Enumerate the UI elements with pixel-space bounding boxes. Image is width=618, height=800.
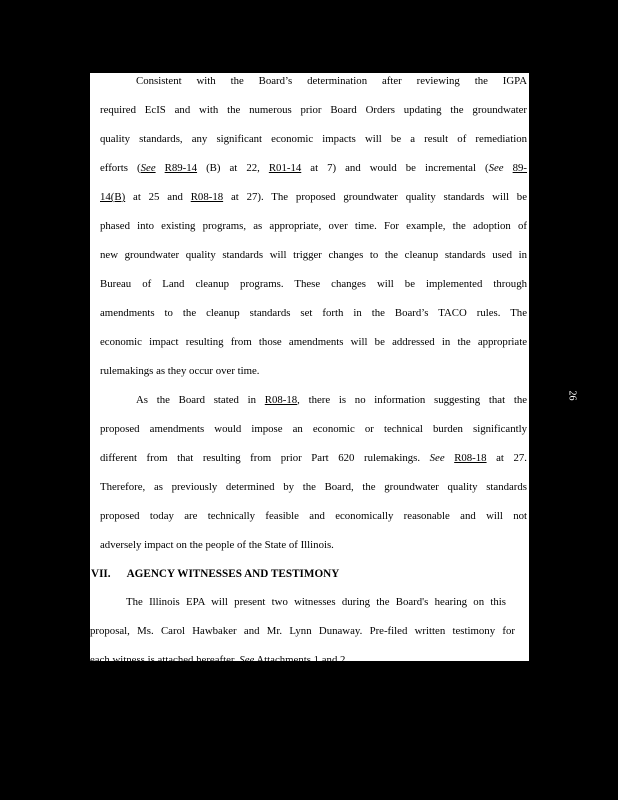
citation-link[interactable]: R89-14 [164, 162, 198, 174]
paragraph-line: each witness is attached hereafter. See Attachments 1 and 2. [90, 654, 349, 666]
paragraph-line: The Illinois EPA will present two witnesses during the Board's hearing on this [126, 596, 506, 608]
paragraph-line: adversely impact on the people of the State of Illinois. [100, 539, 334, 551]
paragraph-line: different from that resulting from prior Part 620 rulemakings. See R08-18 at 27. [100, 452, 527, 464]
paragraph-line: economic impact resulting from those amendments will be addressed in the appropriate [100, 336, 527, 348]
citation-link[interactable]: 89- [512, 162, 528, 174]
paragraph-line: Consistent with the Board’s determination after reviewing the IGPA [136, 75, 527, 87]
paragraph-line: proposed today are technically feasible and economically reasonable and will not [100, 510, 527, 522]
citation-link[interactable]: 14(B) [100, 191, 126, 203]
page-number: 26 [566, 390, 578, 401]
paragraph-line: amendments to the cleanup standards set forth in the Board’s TACO rules. The [100, 307, 527, 319]
paragraph-line: proposal, Ms. Carol Hawbaker and Mr. Lynn Dunaway. Pre-filed written testimony for [90, 625, 515, 637]
paragraph-line: Therefore, as previously determined by the Board, the groundwater quality standards [100, 481, 527, 493]
paragraph-line: phased into existing programs, as appropriate, over time. For example, the adoption of [100, 220, 527, 232]
citation-link[interactable]: R08-18 [190, 191, 224, 203]
section-heading: VII. AGENCY WITNESSES AND TESTIMONY [91, 568, 340, 580]
paragraph-line: 14(B) at 25 and R08-18 at 27). The proposed groundwater quality standards will be [100, 191, 527, 203]
paragraph-line: efforts (See R89-14 (B) at 22, R01-14 at 7) and would be incremental (See 89- [100, 162, 528, 174]
paragraph-line: Bureau of Land cleanup programs. These changes will be implemented through [100, 278, 527, 290]
paragraph-line: As the Board stated in R08-18, there is no information suggesting that the [136, 394, 528, 406]
see-citation: See [140, 162, 156, 174]
document-page [90, 73, 529, 666]
citation-link[interactable]: R08-18 [454, 452, 487, 464]
paragraph-line: new groundwater quality standards will trigger changes to the cleanup standards used in [100, 249, 527, 261]
citation-link[interactable]: R01-14 [268, 162, 302, 174]
paragraph-line: proposed amendments would impose an economic or technical burden significantly [100, 423, 527, 435]
paragraph-line: quality standards, any significant economic impacts will be a result of remediation [100, 133, 527, 145]
paragraph-line: rulemakings as they occur over time. [100, 365, 260, 377]
paragraph-line: required EcIS and with the numerous prior Board Orders updating the groundwater [100, 104, 527, 116]
citation-link[interactable]: R08-18 [264, 394, 298, 406]
